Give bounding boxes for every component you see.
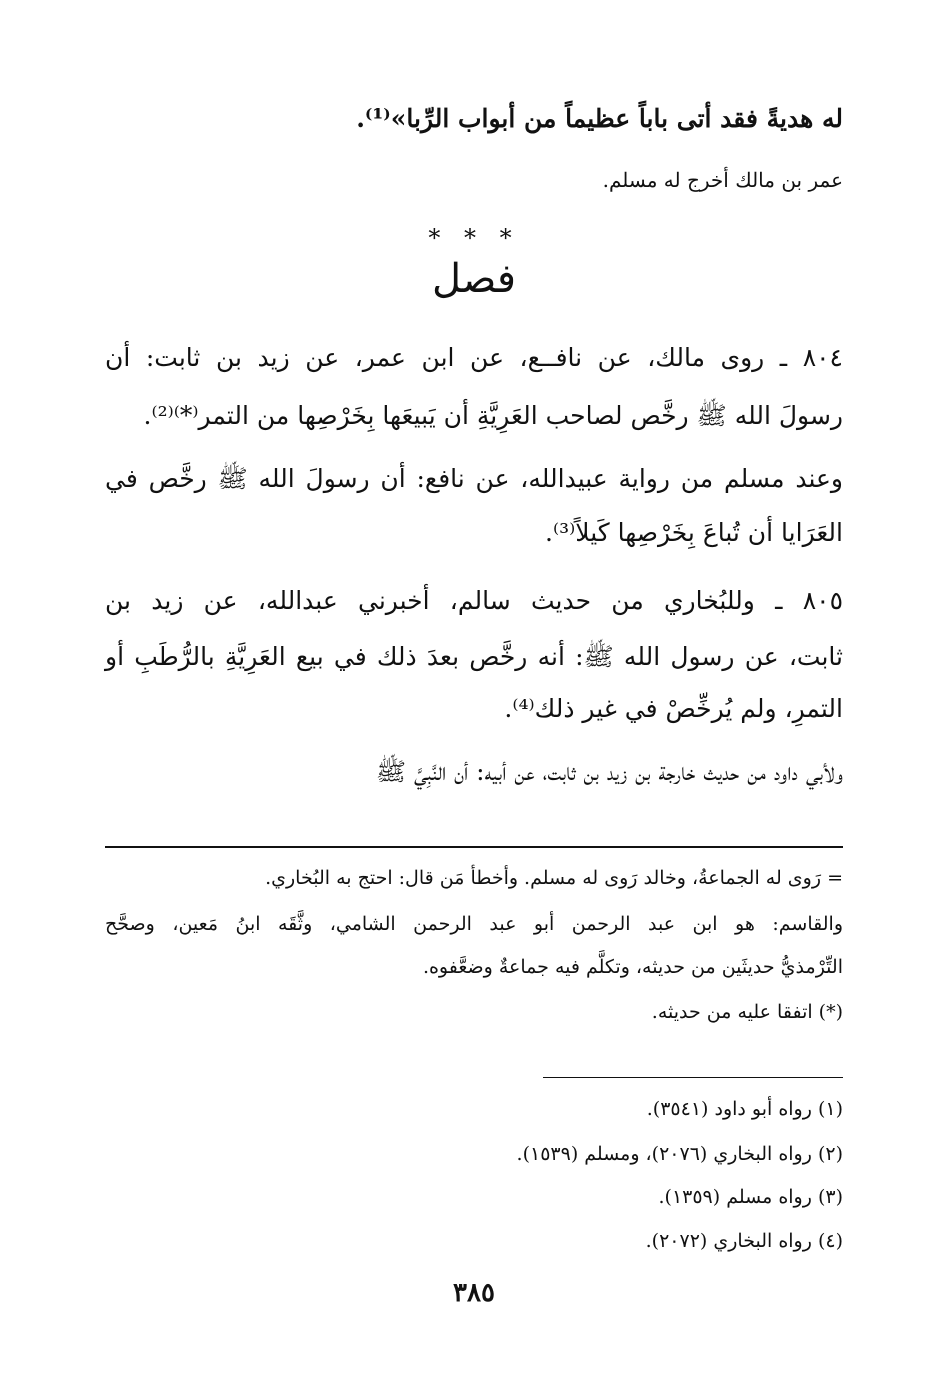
note-line: والقاسم: هو ابن عبد الرحمن أبو عبد الرحمن الشامي، وثَّقَه ابنُ مَعين، وصحَّح xyxy=(105,913,843,935)
note-line: = رَوى له الجماعةُ، وخالد رَوى له مسلم. وأخطأ مَن قال: احتج به البُخاري. xyxy=(265,867,843,889)
body-line: ثابت، عن رسول الله ﷺ: أنه رخَّص بعدَ ذلك في بيع العَرِيَّةِ بالرُّطَبِ أو xyxy=(105,642,843,671)
body-line: العَرَايا أن تُباعَ بِخَرْصِها كَيلاً⁽³⁾. xyxy=(545,518,843,547)
note-line: التِّرْمذيُّ حديثَين من حديثه، وتكلَّم فيه جماعةٌ وضعَّفوه. xyxy=(422,956,843,978)
body-line: ولأبي داود من حديث خارجة بن زيد بن ثابت، عن أبيه: أن النَّبِيَّ ﷺ xyxy=(375,757,843,786)
narrator-note: عمر بن مالك أخرج له مسلم. xyxy=(602,168,843,192)
page-number: ٣٨٥ xyxy=(453,1278,495,1308)
body-line: ٨٠٤ ـ روى مالك، عن نافــع، عن ابن عمر، عن زيد بن ثابت: أن xyxy=(105,343,843,372)
footnote: (٢) رواه البخاري (٢٠٧٦)، ومسلم (١٥٣٩). xyxy=(516,1143,843,1165)
note-line: (*) اتفقا عليه من حديثه. xyxy=(651,1001,843,1023)
body-line: وعند مسلم من رواية عبيدالله، عن نافع: أن رسولَ الله ﷺ رخَّص في xyxy=(105,464,843,493)
top-text-line: له هديةً فقد أتى باباً عظيماً من أبواب الرِّبا»⁽¹⁾. xyxy=(356,104,843,133)
footnotes-divider xyxy=(543,1077,843,1078)
footnote: (٣) رواه مسلم (١٣٥٩). xyxy=(658,1186,843,1208)
notes-divider xyxy=(105,846,843,848)
body-line: التمرِ، ولم يُرخِّصْ في غير ذلك⁽⁴⁾. xyxy=(504,694,843,723)
footnote: (١) رواه أبو داود (٣٥٤١). xyxy=(646,1098,843,1120)
body-line: رسولَ الله ﷺ رخَّص لصاحب العَرِيَّةِ أن يَبيعَها بِخَرْصِها من التمر⁽*⁾⁽²⁾. xyxy=(143,401,843,430)
section-separator: * * * xyxy=(428,224,520,252)
section-heading: فصل xyxy=(431,256,517,302)
body-line: ٨٠٥ ـ وللبُخاري من حديث سالم، أخبرني عبدالله، عن زيد بن xyxy=(105,586,844,615)
footnote: (٤) رواه البخاري (٢٠٧٢). xyxy=(645,1230,843,1252)
